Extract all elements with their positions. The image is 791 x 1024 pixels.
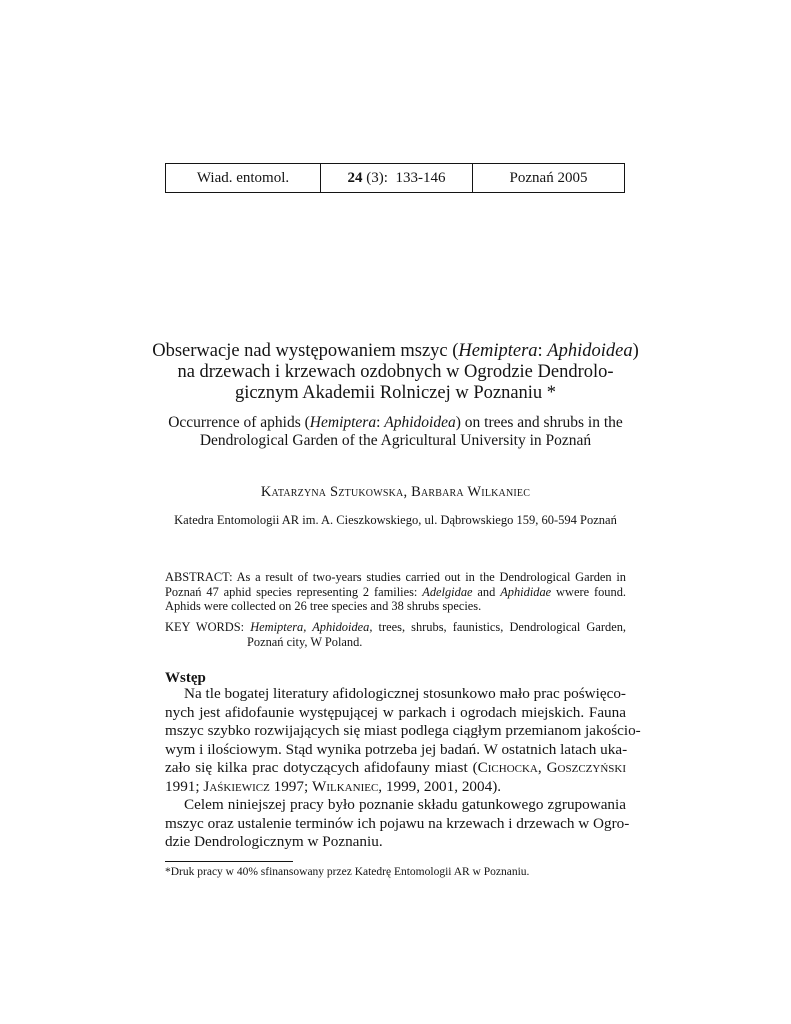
abstract-line-2: Poznań 47 aphid species representing 2 families: Adelgidae and Aphididae wwere found. [165, 584, 626, 599]
paragraph-1-line: zało się kilka prac dotyczących afidofauny miast (Cichocka, Goszczyński [165, 759, 626, 776]
issue-pages: (3): 133-146 [362, 169, 446, 186]
journal-header-table [165, 163, 625, 193]
journal-name: Wiad. entomol. [166, 164, 321, 192]
abstract-line-1: ABSTRACT: As a result of two-years studies carried out in the Dendrological Garden in [165, 570, 626, 584]
title-english-line-1: Occurrence of aphids (Hemiptera: Aphidoidea) on trees and shrubs in the [168, 414, 623, 431]
paragraph-2-line: Celem niniejszej pracy było poznanie składu gatunkowego zgrupowania [184, 796, 626, 813]
keywords-line-1: KEY WORDS: Hemiptera, Aphidoidea, trees, shrubs, faunistics, Dendrological Garden, [165, 620, 626, 634]
keywords [165, 620, 626, 649]
paragraph-1-line: 1991; Jaśkiewicz 1997; Wilkaniec, 1999, 2001, 2004). [165, 777, 502, 795]
title-polish-line-2: na drzewach i krzewach ozdobnych w Ogrodzie Dendrolo- [177, 362, 614, 382]
authors: Katarzyna Sztukowska, Barbara Wilkaniec [260, 484, 531, 500]
volume-number: 24 [347, 169, 363, 186]
volume-issue-pages [321, 164, 473, 192]
keywords-line-2: Poznań city, W Poland. [247, 634, 363, 649]
title-polish [120, 341, 671, 404]
paragraph-2-line: mszyc oraz ustalenie terminów ich pojawu na krzewach i drzewach w Ogro- [165, 814, 630, 832]
title-english-line-2: Dendrological Garden of the Agricultural University in Poznań [199, 432, 592, 449]
paragraph-1-line: mszyc szybko rozwijających się miast podlega ciągłym przemianom jakościo- [165, 722, 641, 739]
paragraph-2-line: dzie Dendrologicznym w Poznaniu. [165, 833, 383, 850]
paragraph-1-line: wym i ilościowym. Stąd wynika potrzeba jej badań. W ostatnich latach uka- [165, 740, 628, 758]
paragraph-1-line: nych jest afidofaunie występującej w parkach i ogrodach miejskich. Fauna [165, 703, 626, 721]
abstract [165, 570, 626, 614]
paragraph-1 [165, 685, 641, 796]
title-english [120, 414, 671, 450]
abstract-line-3: Aphids were collected on 26 tree species and 38 shrubs species. [165, 599, 482, 613]
paragraph-1-line: Na tle bogatej literatury afidologicznej stosunkowo mało prac poświęco- [184, 685, 626, 702]
footnote-rule [165, 861, 293, 862]
section-heading: Wstęp [165, 670, 206, 686]
footnote: *Druk pracy w 40% sfinansowany przez Katedrę Entomologii AR w Poznaniu. [165, 866, 530, 878]
place-year: Poznań 2005 [509, 169, 588, 186]
title-polish-line-3: gicznym Akademii Rolniczej w Poznaniu * [234, 383, 557, 403]
paragraph-2 [165, 796, 630, 852]
affiliation: Katedra Entomologii AR im. A. Cieszkowskiego, ul. Dąbrowskiego 159, 60-594 Poznań [174, 513, 617, 527]
title-polish-line-1: Obserwacje nad występowaniem mszyc (Hemiptera: Aphidoidea) [152, 341, 639, 361]
